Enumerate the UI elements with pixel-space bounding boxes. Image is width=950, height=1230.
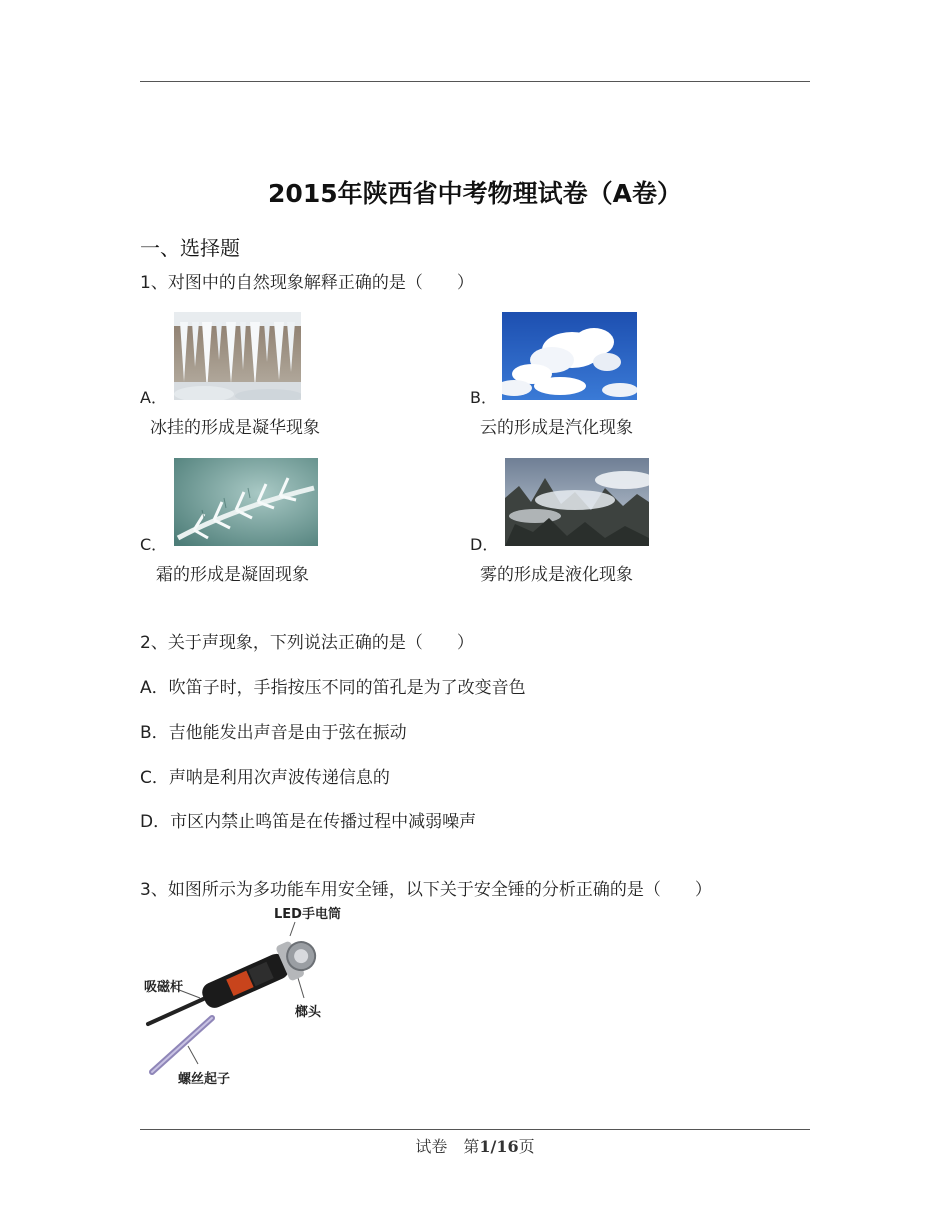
q2-option-b: B．吉他能发出声音是由于弦在振动 [140, 723, 407, 743]
question-1-stem: 1、对图中的自然现象解释正确的是（ ） [140, 273, 474, 293]
page-footer [0, 1134, 950, 1157]
icicles-photo [174, 312, 301, 400]
label-hammer-head: 榔头 [295, 1005, 322, 1020]
q1-option-a-caption: 冰挂的形成是凝华现象 [150, 418, 320, 438]
q1-option-b-letter: B． [470, 388, 497, 407]
page-title: 2015年陕西省中考物理试卷（A卷） [268, 179, 682, 208]
q1-option-d-caption: 雾的形成是液化现象 [480, 565, 633, 585]
q1-option-c-caption: 霜的形成是凝固现象 [156, 565, 309, 585]
footer-prefix: 试卷 第 [415, 1137, 480, 1156]
q2-option-d: D．市区内禁止鸣笛是在传播过程中减弱噪声 [140, 812, 477, 832]
fog-photo [505, 458, 649, 546]
question-3-stem: 3、如图所示为多功能车用安全锤，以下关于安全锤的分析正确的是（ ） [140, 880, 712, 900]
question-2-stem: 2、关于声现象，下列说法正确的是（ ） [140, 633, 474, 653]
header-rule [140, 81, 810, 82]
q1-option-b-caption: 云的形成是汽化现象 [480, 418, 633, 438]
label-led-flashlight: LED手电筒 [274, 907, 341, 922]
q1-option-c-letter: C． [140, 535, 168, 554]
q1-option-d-letter: D． [470, 535, 499, 554]
q2-option-c: C．声呐是利用次声波传递信息的 [140, 768, 390, 788]
footer-page-number: 1/16 [479, 1137, 519, 1156]
clouds-photo [502, 312, 637, 400]
footer-suffix: 页 [518, 1137, 535, 1156]
frost-photo [174, 458, 318, 546]
q2-option-a: A．吹笛子时，手指按压不同的笛孔是为了改变音色 [140, 678, 526, 698]
footer-rule [140, 1129, 810, 1130]
safety-hammer-illustration [140, 900, 360, 1090]
q1-option-a-letter: A． [140, 388, 167, 407]
label-magnetic-rod: 吸磁杆 [144, 980, 184, 995]
label-screwdriver: 螺丝起子 [178, 1072, 231, 1087]
section-heading: 一、选择题 [140, 236, 240, 260]
